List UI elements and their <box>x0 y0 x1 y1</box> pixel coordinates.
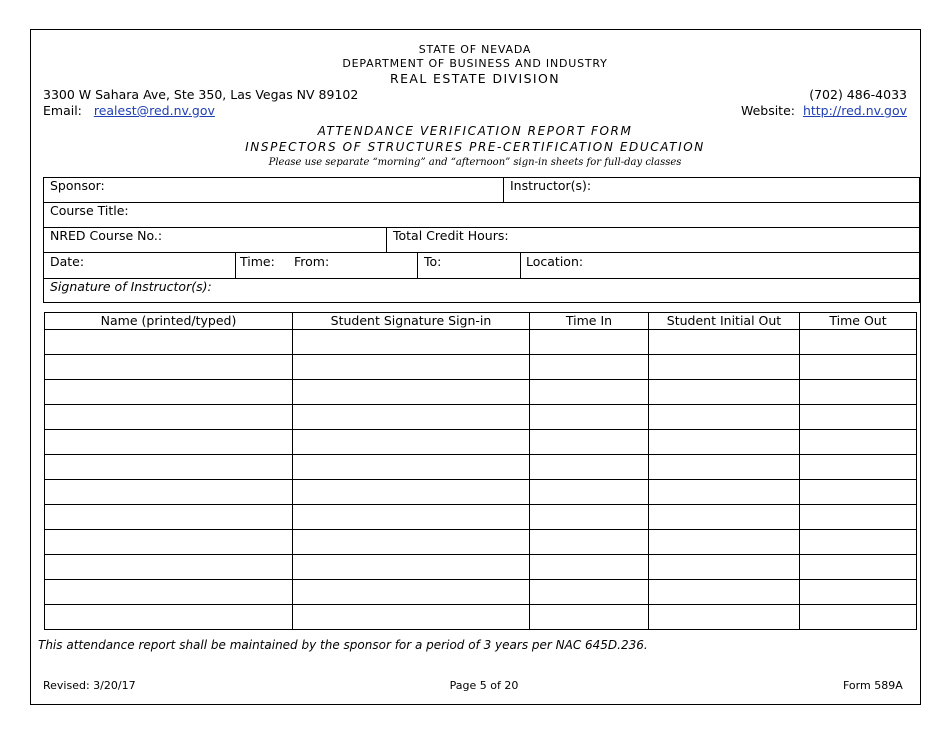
location-field[interactable]: Location: <box>526 254 584 269</box>
time-out-cell[interactable] <box>800 505 917 530</box>
website-label: Website: <box>740 103 795 118</box>
time-from-field[interactable]: From: <box>294 254 330 269</box>
time-in-cell[interactable] <box>530 405 649 430</box>
initial-out-cell[interactable] <box>649 605 800 630</box>
initial-out-cell[interactable] <box>649 330 800 355</box>
sponsor-field[interactable]: Sponsor: <box>50 178 105 193</box>
email-row <box>43 103 215 118</box>
signature-cell[interactable] <box>293 430 530 455</box>
credit-hours-field[interactable]: Total Credit Hours: <box>393 228 509 243</box>
initial-out-cell[interactable] <box>649 355 800 380</box>
time-out-cell[interactable] <box>800 555 917 580</box>
instructor-signature-field[interactable]: Signature of Instructor(s): <box>50 279 212 294</box>
table-row <box>45 505 917 530</box>
address: 3300 W Sahara Ave, Ste 350, Las Vegas NV 89102 <box>43 87 359 102</box>
time-out-cell[interactable] <box>800 530 917 555</box>
table-row <box>45 480 917 505</box>
time-in-cell[interactable] <box>530 330 649 355</box>
name-cell[interactable] <box>45 355 293 380</box>
date-field[interactable]: Date: <box>50 254 85 269</box>
column-header: Student Initial Out <box>649 313 800 330</box>
time-out-cell[interactable] <box>800 580 917 605</box>
signature-cell[interactable] <box>293 380 530 405</box>
name-cell[interactable] <box>45 505 293 530</box>
time-in-cell[interactable] <box>530 555 649 580</box>
signature-cell[interactable] <box>293 605 530 630</box>
name-cell[interactable] <box>45 455 293 480</box>
instructors-field[interactable]: Instructor(s): <box>510 178 592 193</box>
initial-out-cell[interactable] <box>649 580 800 605</box>
name-cell[interactable] <box>45 530 293 555</box>
time-label: Time: <box>240 254 275 269</box>
initial-out-cell[interactable] <box>649 380 800 405</box>
retention-note: This attendance report shall be maintained by the sponsor for a period of 3 years per NAC 645D.236. <box>38 638 648 652</box>
website-link[interactable]: http://red.nv.gov <box>802 103 907 118</box>
website-row <box>741 103 907 118</box>
table-header-row <box>45 313 917 330</box>
time-in-cell[interactable] <box>530 455 649 480</box>
session-note: Please use separate “morning” and “afternoon” sign-in sheets for full-day classes <box>268 157 682 168</box>
signature-cell[interactable] <box>293 580 530 605</box>
form-subtitle: INSPECTORS OF STRUCTURES PRE-CERTIFICATION EDUCATION <box>245 140 705 154</box>
signature-cell[interactable] <box>293 480 530 505</box>
table-row <box>45 555 917 580</box>
name-cell[interactable] <box>45 580 293 605</box>
table-row <box>45 355 917 380</box>
table-row <box>45 380 917 405</box>
division-heading: REAL ESTATE DIVISION <box>389 71 561 86</box>
name-cell[interactable] <box>45 405 293 430</box>
time-to-field[interactable]: To: <box>424 254 442 269</box>
time-out-cell[interactable] <box>800 430 917 455</box>
column-header: Student Signature Sign-in <box>293 313 530 330</box>
course-info-box <box>43 177 920 303</box>
email-label: Email: <box>43 103 82 118</box>
time-out-cell[interactable] <box>800 330 917 355</box>
table-row <box>45 530 917 555</box>
table-row <box>45 605 917 630</box>
time-in-cell[interactable] <box>530 505 649 530</box>
signature-cell[interactable] <box>293 555 530 580</box>
column-header: Time In <box>530 313 649 330</box>
name-cell[interactable] <box>45 605 293 630</box>
course-title-field[interactable]: Course Title: <box>50 203 129 218</box>
sign-in-table <box>44 312 917 630</box>
initial-out-cell[interactable] <box>649 455 800 480</box>
form-number: Form 589A <box>843 679 903 692</box>
name-cell[interactable] <box>45 480 293 505</box>
time-out-cell[interactable] <box>800 605 917 630</box>
name-cell[interactable] <box>45 330 293 355</box>
signature-cell[interactable] <box>293 530 530 555</box>
time-out-cell[interactable] <box>800 355 917 380</box>
initial-out-cell[interactable] <box>649 430 800 455</box>
form-title: ATTENDANCE VERIFICATION REPORT FORM <box>317 124 633 138</box>
time-in-cell[interactable] <box>530 430 649 455</box>
name-cell[interactable] <box>45 430 293 455</box>
initial-out-cell[interactable] <box>649 555 800 580</box>
signature-cell[interactable] <box>293 330 530 355</box>
time-out-cell[interactable] <box>800 455 917 480</box>
initial-out-cell[interactable] <box>649 405 800 430</box>
signature-cell[interactable] <box>293 405 530 430</box>
time-in-cell[interactable] <box>530 355 649 380</box>
table-row <box>45 455 917 480</box>
column-header: Time Out <box>800 313 917 330</box>
time-out-cell[interactable] <box>800 405 917 430</box>
department-heading: DEPARTMENT OF BUSINESS AND INDUSTRY <box>342 57 608 70</box>
email-link[interactable]: realest@red.nv.gov <box>93 103 215 118</box>
signature-cell[interactable] <box>293 505 530 530</box>
initial-out-cell[interactable] <box>649 480 800 505</box>
initial-out-cell[interactable] <box>649 505 800 530</box>
column-header: Name (printed/typed) <box>45 313 293 330</box>
name-cell[interactable] <box>45 380 293 405</box>
page-number: Page 5 of 20 <box>449 679 519 692</box>
table-row <box>45 580 917 605</box>
table-row <box>45 405 917 430</box>
time-in-cell[interactable] <box>530 380 649 405</box>
name-cell[interactable] <box>45 555 293 580</box>
time-in-cell[interactable] <box>530 530 649 555</box>
signature-cell[interactable] <box>293 455 530 480</box>
phone: (702) 486-4033 <box>809 87 907 102</box>
state-heading: STATE OF NEVADA <box>418 43 532 56</box>
time-out-cell[interactable] <box>800 480 917 505</box>
course-number-field[interactable]: NRED Course No.: <box>50 228 163 243</box>
initial-out-cell[interactable] <box>649 530 800 555</box>
time-out-cell[interactable] <box>800 380 917 405</box>
revised-date: Revised: 3/20/17 <box>43 679 136 692</box>
signature-cell[interactable] <box>293 355 530 380</box>
table-row <box>45 430 917 455</box>
time-in-cell[interactable] <box>530 580 649 605</box>
table-row <box>45 330 917 355</box>
time-in-cell[interactable] <box>530 605 649 630</box>
time-in-cell[interactable] <box>530 480 649 505</box>
